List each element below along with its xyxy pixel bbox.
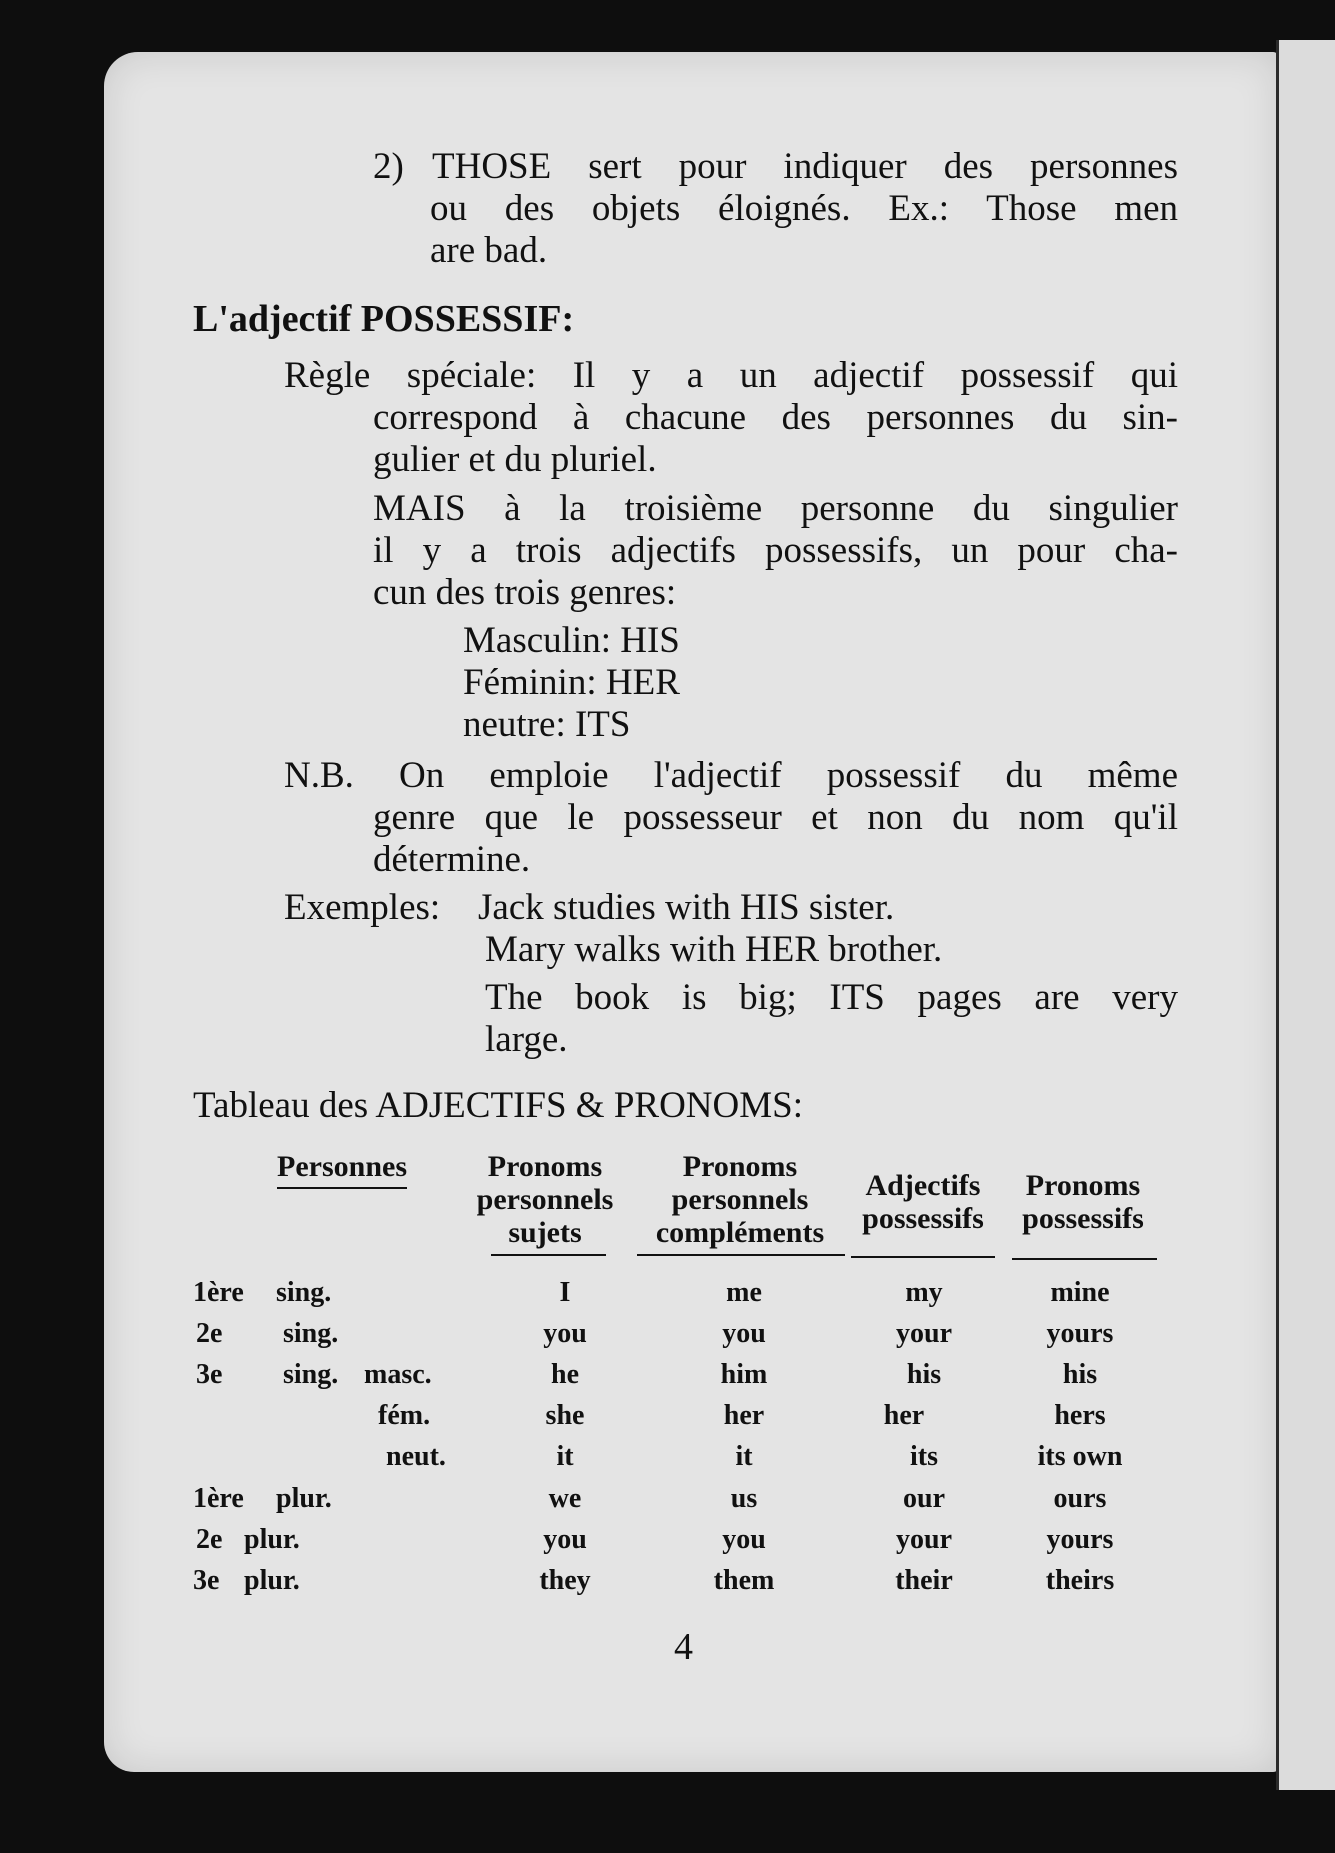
cell-object: us: [730, 1483, 758, 1514]
cell-object: it: [735, 1441, 753, 1472]
cell-subject: it: [556, 1441, 574, 1472]
cell-person: 3e: [196, 1359, 223, 1390]
examples-label: Exemples:: [284, 887, 441, 928]
cell-adjective: its: [910, 1441, 938, 1472]
header-underline: [491, 1254, 606, 1256]
cell-subject: you: [543, 1318, 587, 1349]
cell-person: 1ère: [193, 1483, 244, 1514]
cell-subject: they: [539, 1565, 591, 1596]
cell-adjective: my: [905, 1277, 943, 1308]
cell-number: plur.: [244, 1565, 300, 1596]
cell-number: plur.: [244, 1524, 300, 1555]
header-possessive-pronouns: Pronoms possessifs: [1022, 1169, 1144, 1235]
item2-line-2: ou des objets éloignés. Ex.: Those men: [430, 188, 1178, 229]
gender-masculine: Masculin: HIS: [463, 620, 680, 661]
cell-pronoun: yours: [1046, 1524, 1114, 1555]
header-possessive-adjectives: Adjectifs possessifs: [862, 1169, 984, 1235]
cell-object: him: [720, 1359, 768, 1390]
cell-person: 1ère: [193, 1277, 244, 1308]
cell-object: them: [713, 1565, 775, 1596]
header-underline: [1012, 1258, 1157, 1260]
nb-line-1: N.B. On emploie l'adjectif possessif du même: [284, 755, 1178, 796]
item2-line-3: are bad.: [430, 230, 548, 271]
header-persons: Personnes: [262, 1150, 422, 1183]
cell-subject: she: [545, 1400, 585, 1431]
cell-gender: fém.: [378, 1400, 431, 1431]
page-number: 4: [674, 1626, 693, 1668]
cell-pronoun: its own: [1037, 1441, 1123, 1472]
header-underline: [637, 1254, 845, 1256]
table-title: Tableau des ADJECTIFS & PRONOMS:: [193, 1085, 803, 1126]
cell-adjective: our: [903, 1483, 945, 1514]
item-number: 2): [373, 146, 404, 187]
cell-pronoun: mine: [1050, 1277, 1110, 1308]
header-subject-pronouns: Pronoms personnels sujets: [476, 1150, 614, 1249]
item2-line-1: THOSE sert pour indiquer des personnes: [432, 146, 1178, 187]
facing-page-edge: [1276, 40, 1335, 1790]
cell-subject: you: [543, 1524, 587, 1555]
cell-gender: neut.: [386, 1441, 446, 1472]
example-line-1: Jack studies with HIS sister.: [478, 887, 895, 928]
cell-subject: we: [548, 1483, 582, 1514]
cell-pronoun: theirs: [1045, 1565, 1115, 1596]
cell-pronoun: ours: [1053, 1483, 1107, 1514]
cell-subject: he: [551, 1359, 579, 1390]
cell-person: 2e: [196, 1318, 223, 1349]
rule-line-2: correspond à chacune des personnes du sin-: [373, 397, 1178, 438]
mais-line-3: cun des trois genres:: [373, 572, 677, 613]
rule-line-1: Règle spéciale: Il y a un adjectif possessif qui: [284, 355, 1178, 396]
rule-line-3: gulier et du pluriel.: [373, 439, 657, 480]
mais-line-1: MAIS à la troisième personne du singulier: [373, 488, 1178, 529]
cell-number: plur.: [276, 1483, 332, 1514]
cell-adjective: their: [895, 1565, 953, 1596]
mais-line-2: il y a trois adjectifs possessifs, un pour cha-: [373, 530, 1178, 571]
cell-subject: I: [559, 1277, 571, 1308]
cell-adjective: your: [896, 1318, 952, 1349]
cell-object: me: [726, 1277, 762, 1308]
cell-adjective: your: [896, 1524, 952, 1555]
gender-feminine: Féminin: HER: [463, 662, 680, 703]
cell-pronoun: his: [1062, 1359, 1098, 1390]
cell-pronoun: yours: [1046, 1318, 1114, 1349]
section-heading: L'adjectif POSSESSIF:: [193, 298, 575, 340]
nb-line-2: genre que le possesseur et non du nom qu'il: [373, 797, 1178, 838]
cell-number: sing.: [283, 1318, 339, 1349]
cell-object: you: [722, 1524, 766, 1555]
example-line-2: Mary walks with HER brother.: [485, 929, 943, 970]
cell-number: sing.: [276, 1277, 332, 1308]
cell-object: her: [723, 1400, 765, 1431]
cell-number: sing.: [283, 1359, 339, 1390]
cell-adjective: her: [883, 1400, 925, 1431]
cell-gender: masc.: [364, 1359, 432, 1390]
header-underline: [851, 1256, 995, 1258]
header-object-pronouns: Pronoms personnels compléments: [655, 1150, 825, 1249]
cell-adjective: his: [906, 1359, 942, 1390]
gender-neuter: neutre: ITS: [463, 704, 631, 745]
example-line-3: The book is big; ITS pages are very: [485, 977, 1178, 1018]
example-line-4: large.: [485, 1019, 568, 1060]
cell-person: 2e: [196, 1524, 223, 1555]
cell-pronoun: hers: [1054, 1400, 1106, 1431]
cell-person: 3e: [193, 1565, 220, 1596]
cell-object: you: [722, 1318, 766, 1349]
nb-line-3: détermine.: [373, 839, 531, 880]
